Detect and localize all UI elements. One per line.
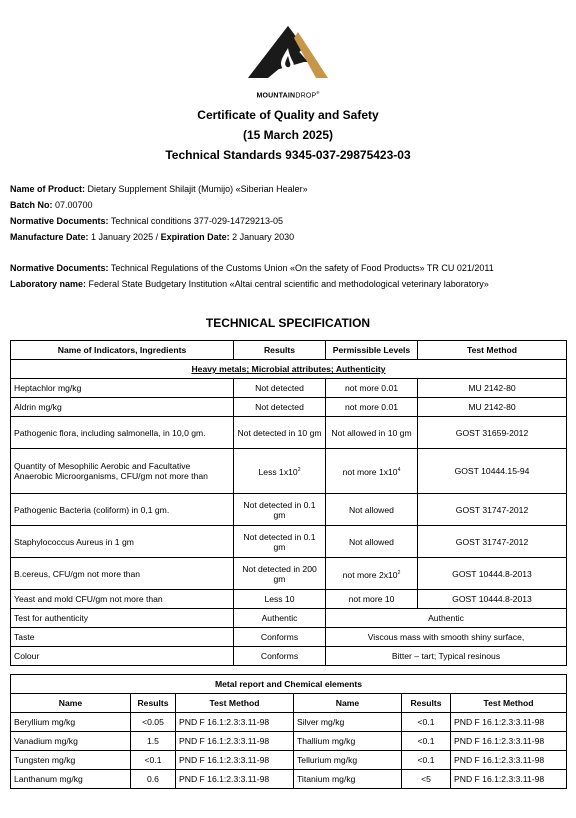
cell-name: Silver mg/kg bbox=[294, 713, 402, 732]
cell-level: Not allowed in 10 gm bbox=[326, 417, 418, 449]
table-row bbox=[11, 751, 567, 770]
cell-method: GOST 31747-2012 bbox=[418, 526, 567, 558]
cell-result: <5 bbox=[402, 770, 451, 789]
cell-result: <0.1 bbox=[131, 751, 176, 770]
cell-level: not more 0.01 bbox=[326, 379, 418, 398]
cell-name: Tungsten mg/kg bbox=[11, 751, 131, 770]
normative-docs-line-2: Normative Documents: Technical Regulations of the Customs Union «On the safety of Food Products» TR CU 021/2011 bbox=[10, 263, 494, 273]
table-row bbox=[11, 647, 567, 666]
col-header-levels: Permissible Levels bbox=[326, 341, 418, 360]
cell-result: Less $1x10^2$ bbox=[234, 449, 326, 494]
cell-name: Lanthanum mg/kg bbox=[11, 770, 131, 789]
cell-method: GOST 10444.8-2013 bbox=[418, 558, 567, 590]
cell-name: Pathogenic flora, including salmonella, in 10,0 gm. bbox=[11, 417, 234, 449]
cell-method: MU 2142-80 bbox=[418, 379, 567, 398]
cell-method: PND F 16.1:2.3:3.11-98 bbox=[176, 732, 294, 751]
cell-name: Aldrin mg/kg bbox=[11, 398, 234, 417]
cell-result: <0.05 bbox=[131, 713, 176, 732]
cell-result: <0.1 bbox=[402, 732, 451, 751]
col-header-indicator: Name of Indicators, Ingredients bbox=[11, 341, 234, 360]
cell-result: 0.6 bbox=[131, 770, 176, 789]
laboratory-line: Laboratory name: Federal State Budgetary Institution «Altai central scientific and methodological veterinary laboratory» bbox=[10, 279, 489, 289]
cell-name: Heptachlor mg/kg bbox=[11, 379, 234, 398]
cell-result: Not detected in 10 gm bbox=[234, 417, 326, 449]
table-row bbox=[11, 732, 567, 751]
table-row bbox=[11, 449, 567, 494]
certificate-title: Certificate of Quality and Safety bbox=[197, 108, 379, 122]
cell-method: MU 2142-80 bbox=[418, 398, 567, 417]
cell-result: <0.1 bbox=[402, 713, 451, 732]
cell-result: Not detected bbox=[234, 379, 326, 398]
section-heading-metals: Metal report and Chemical elements bbox=[11, 675, 567, 694]
cell-name: Tellurium mg/kg bbox=[294, 751, 402, 770]
cell-name: Taste bbox=[11, 628, 234, 647]
metal-header-method: Test Method bbox=[451, 694, 567, 713]
cell-name: Vanadium mg/kg bbox=[11, 732, 131, 751]
dates-line: Manufacture Date: 1 January 2025 / Expiration Date: 2 January 2030 bbox=[10, 232, 295, 242]
cell-result: Conforms bbox=[234, 628, 326, 647]
table-row bbox=[11, 379, 567, 398]
logo-wordmark: MOUNTAINDROP® bbox=[256, 90, 320, 100]
cell-description: Bitter – tart; Typical resinous bbox=[326, 647, 567, 666]
cell-result: Not detected in 200 gm bbox=[234, 558, 326, 590]
cell-name: Titanium mg/kg bbox=[294, 770, 402, 789]
cell-level: Not allowed bbox=[326, 526, 418, 558]
col-header-method: Test Method bbox=[418, 341, 567, 360]
cell-name: Beryllium mg/kg bbox=[11, 713, 131, 732]
cell-method: GOST 10444.8-2013 bbox=[418, 590, 567, 609]
table-row bbox=[11, 526, 567, 558]
table-row bbox=[11, 398, 567, 417]
table-row bbox=[11, 770, 567, 789]
cell-method: GOST 31747-2012 bbox=[418, 494, 567, 526]
cell-level: not more $1x10^4$ bbox=[326, 449, 418, 494]
cell-result: Not detected bbox=[234, 398, 326, 417]
cell-name: Test for authenticity bbox=[11, 609, 234, 628]
cell-level: not more 0.01 bbox=[326, 398, 418, 417]
cell-name: Colour bbox=[11, 647, 234, 666]
table-row bbox=[11, 558, 567, 590]
table-row bbox=[11, 713, 567, 732]
cell-method: PND F 16.1:2.3:3.11-98 bbox=[451, 732, 567, 751]
cell-result: 1.5 bbox=[131, 732, 176, 751]
cell-method: GOST 31659-2012 bbox=[418, 417, 567, 449]
cell-method: GOST 10444.15-94 bbox=[418, 449, 567, 494]
section-heading: Heavy metals; Microbial attributes; Authenticity bbox=[11, 360, 567, 379]
table-row bbox=[11, 609, 567, 628]
metal-header-name: Name bbox=[11, 694, 131, 713]
spec-table bbox=[10, 340, 567, 666]
cell-method: PND F 16.1:2.3:3.11-98 bbox=[451, 751, 567, 770]
cell-description: Authentic bbox=[326, 609, 567, 628]
metal-table bbox=[10, 674, 567, 789]
cell-description: Viscous mass with smooth shiny surface, bbox=[326, 628, 567, 647]
cell-result: Not detected in 0.1 gm bbox=[234, 494, 326, 526]
metal-header-name: Name bbox=[294, 694, 402, 713]
cell-name: Staphylococcus Aureus in 1 gm bbox=[11, 526, 234, 558]
cell-result: Not detected in 0.1 gm bbox=[234, 526, 326, 558]
normative-docs-line: Normative Documents: Technical conditions 377-029-14729213-05 bbox=[10, 216, 283, 226]
cell-name: B.cereus, CFU/gm not more than bbox=[11, 558, 234, 590]
mountain-drop-icon bbox=[238, 18, 338, 84]
table-row bbox=[11, 494, 567, 526]
metal-header-results: Results bbox=[131, 694, 176, 713]
technical-standards: Technical Standards 9345-037-29875423-03 bbox=[165, 148, 411, 162]
cell-name: Yeast and mold CFU/gm not more than bbox=[11, 590, 234, 609]
cell-level: Not allowed bbox=[326, 494, 418, 526]
cell-level: not more 10 bbox=[326, 590, 418, 609]
cell-method: PND F 16.1:2.3:3.11-98 bbox=[176, 770, 294, 789]
table-row bbox=[11, 590, 567, 609]
cell-method: PND F 16.1:2.3:3.11-98 bbox=[451, 713, 567, 732]
spec-title: TECHNICAL SPECIFICATION bbox=[205, 316, 371, 330]
metal-header-results: Results bbox=[402, 694, 451, 713]
brand-logo bbox=[238, 18, 338, 100]
cell-result: <0.1 bbox=[402, 751, 451, 770]
table-row bbox=[11, 628, 567, 647]
cell-method: PND F 16.1:2.3:3.11-98 bbox=[176, 751, 294, 770]
metal-header-method: Test Method bbox=[176, 694, 294, 713]
cell-name: Quantity of Mesophilic Aerobic and Facultative Anaerobic Microorganisms, CFU/gm not more than bbox=[11, 449, 234, 494]
col-header-results: Results bbox=[234, 341, 326, 360]
cell-result: Conforms bbox=[234, 647, 326, 666]
cell-name: Thallium mg/kg bbox=[294, 732, 402, 751]
certificate-date: (15 March 2025) bbox=[242, 128, 334, 142]
table-row bbox=[11, 417, 567, 449]
cell-method: PND F 16.1:2.3:3.11-98 bbox=[176, 713, 294, 732]
cell-method: PND F 16.1:2.3:3.11-98 bbox=[451, 770, 567, 789]
cell-result: Less 10 bbox=[234, 590, 326, 609]
product-name-line: Name of Product: Dietary Supplement Shilajit (Mumijo) «Siberian Healer» bbox=[10, 184, 308, 194]
cell-name: Pathogenic Bacteria (coliform) in 0,1 gm. bbox=[11, 494, 234, 526]
cell-level: not more $2x10^2$ bbox=[326, 558, 418, 590]
cell-result: Authentic bbox=[234, 609, 326, 628]
batch-line: Batch No: 07.00700 bbox=[10, 200, 93, 210]
